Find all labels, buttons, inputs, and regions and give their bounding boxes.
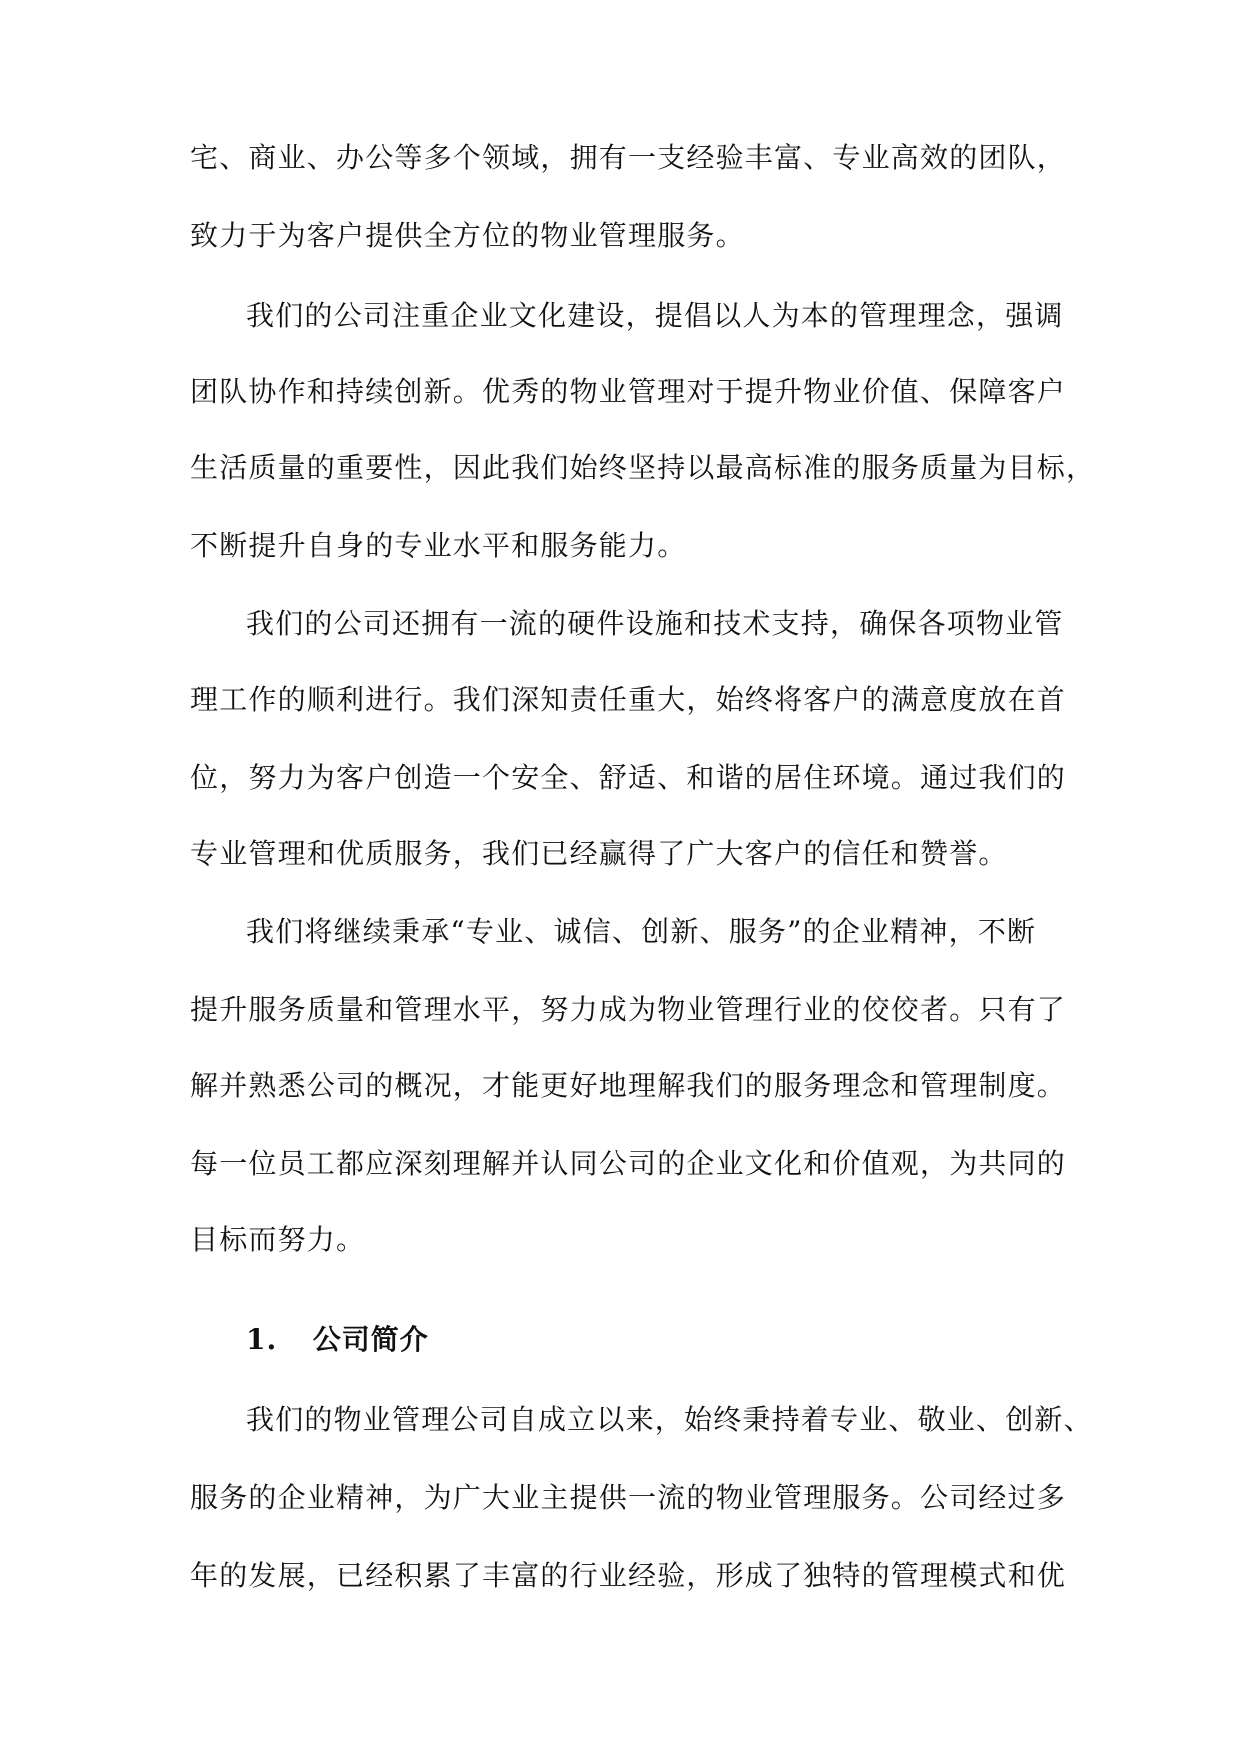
paragraph-3-line-3: 位，努力为客户创造一个安全、舒适、和谐的居住环境。通过我们的: [190, 761, 1067, 794]
paragraph-4-line-5: 目标而努力。: [190, 1223, 366, 1256]
section-paragraph-line-1: 我们的物业管理公司自成立以来，始终秉持着专业、敬业、创新、: [246, 1403, 1093, 1436]
section-paragraph-line-3: 年的发展，已经积累了丰富的行业经验，形成了独特的管理模式和优: [190, 1559, 1067, 1592]
paragraph-3-line-2: 理工作的顺利进行。我们深知责任重大，始终将客户的满意度放在首: [190, 683, 1067, 716]
paragraph-2-line-1: 我们的公司注重企业文化建设，提倡以人为本的管理理念，强调: [246, 299, 1064, 332]
paragraph-2-line-3: 生活质量的重要性，因此我们始终坚持以最高标准的服务质量为目标，: [190, 451, 1096, 484]
paragraph-4-line-2: 提升服务质量和管理水平，努力成为物业管理行业的佼佼者。只有了: [190, 993, 1067, 1026]
paragraph-2-line-2: 团队协作和持续创新。优秀的物业管理对于提升物业价值、保障客户: [190, 375, 1067, 408]
section-heading: [246, 1320, 429, 1360]
paragraph-3-line-4: 专业管理和优质服务，我们已经赢得了广大客户的信任和赞誉。: [190, 837, 1008, 870]
section-paragraph-line-2: 服务的企业精神，为广大业主提供一流的物业管理服务。公司经过多: [190, 1481, 1067, 1514]
paragraph-1-line-1: 宅、商业、办公等多个领域，拥有一支经验丰富、专业高效的团队，: [190, 141, 1067, 174]
paragraph-4-line-1: 我们将继续秉承“专业、诚信、创新、服务”的企业精神，不断: [246, 915, 1037, 948]
paragraph-4-line-3: 解并熟悉公司的概况，才能更好地理解我们的服务理念和管理制度。: [190, 1069, 1067, 1102]
paragraph-1-line-2: 致力于为客户提供全方位的物业管理服务。: [190, 219, 745, 252]
paragraph-3-line-1: 我们的公司还拥有一流的硬件设施和技术支持，确保各项物业管: [246, 607, 1064, 640]
paragraph-2-line-4: 不断提升自身的专业水平和服务能力。: [190, 529, 687, 562]
section-title: 公司简介: [312, 1323, 429, 1356]
document-page: [190, 0, 1096, 1754]
paragraph-4-line-4: 每一位员工都应深刻理解并认同公司的企业文化和价值观，为共同的: [190, 1147, 1067, 1180]
section-number: 1.: [246, 1323, 278, 1356]
